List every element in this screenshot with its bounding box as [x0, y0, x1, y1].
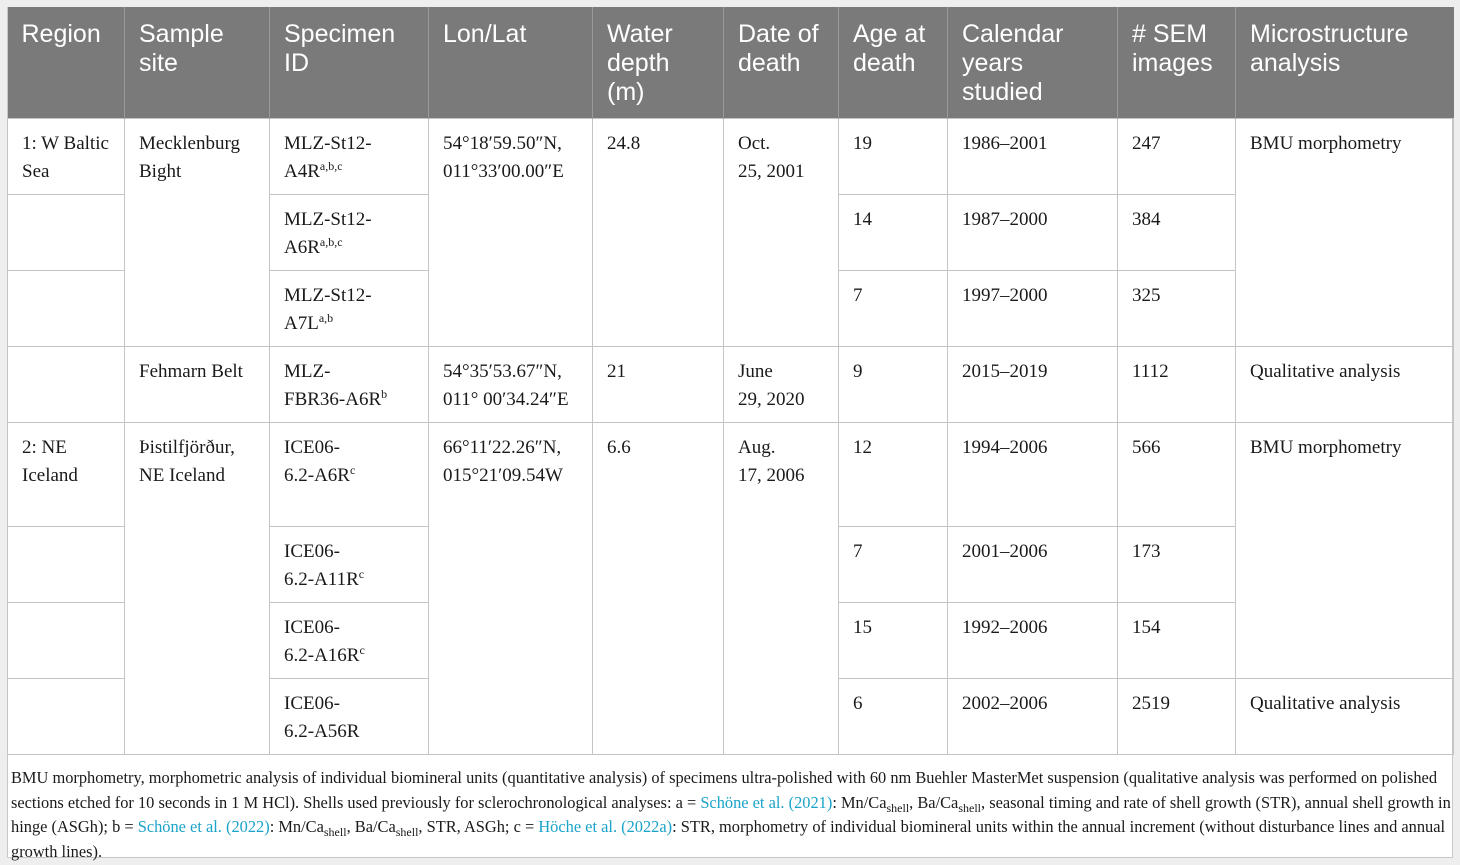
header-sem-images: # SEM images	[1118, 7, 1236, 118]
header-date-of-death: Date of death	[724, 7, 839, 118]
sem-images-cell: 384	[1118, 194, 1236, 270]
age-cell: 12	[839, 422, 948, 526]
table-row	[8, 422, 1454, 526]
region-cell	[8, 602, 125, 678]
age-cell: 9	[839, 346, 948, 422]
specimen-id-cell: MLZ- $FBR36-A6R^b$	[270, 346, 429, 422]
analysis-cell: BMU morphometry	[1236, 422, 1454, 678]
sem-images-cell: 173	[1118, 526, 1236, 602]
specimen-id-cell: ICE06- $6.2-A6R^c$	[270, 422, 429, 526]
reference-link-schone-2022[interactable]: Schöne et al. (2022)	[137, 817, 270, 836]
table-frame	[7, 7, 1453, 861]
header-sample-site: Sample site	[125, 7, 270, 118]
water-depth-cell: 6.6	[593, 422, 724, 754]
age-cell: 15	[839, 602, 948, 678]
age-cell: 7	[839, 526, 948, 602]
sample-site-cell: Fehmarn Belt	[125, 346, 270, 422]
header-region: Region	[8, 7, 125, 118]
date-of-death-cell: Aug. 17, 2006	[724, 422, 839, 754]
region-cell: 2: NE Iceland	[8, 422, 125, 526]
region-cell	[8, 346, 125, 422]
analysis-cell: BMU morphometry	[1236, 118, 1454, 346]
table-row	[8, 346, 1454, 422]
sample-site-cell: Mecklenburg Bight	[125, 118, 270, 346]
age-cell: 19	[839, 118, 948, 194]
age-cell: 6	[839, 678, 948, 754]
region-cell	[8, 194, 125, 270]
reference-link-schone-2021[interactable]: Schöne et al. (2021)	[700, 792, 833, 812]
analysis-cell: Qualitative analysis	[1236, 678, 1454, 754]
date-of-death-cell: June 29, 2020	[724, 346, 839, 422]
water-depth-cell: 21	[593, 346, 724, 422]
sem-images-cell: 1112	[1118, 346, 1236, 422]
age-cell: 14	[839, 194, 948, 270]
table-row	[8, 118, 1454, 194]
years-cell: 1992–2006	[948, 602, 1118, 678]
age-cell: 7	[839, 270, 948, 346]
specimen-id-cell: MLZ-St12- $A7L^{a,b}$	[270, 270, 429, 346]
years-cell: 1987–2000	[948, 194, 1118, 270]
sample-site-cell: Þistilfjörður, NE Iceland	[125, 422, 270, 754]
years-cell: 2001–2006	[948, 526, 1118, 602]
region-cell	[8, 270, 125, 346]
region-cell	[8, 678, 125, 754]
header-row	[8, 7, 1454, 118]
header-age-at-death: Age at death	[839, 7, 948, 118]
sem-images-cell: 247	[1118, 118, 1236, 194]
water-depth-cell: 24.8	[593, 118, 724, 346]
sem-images-cell: 566	[1118, 422, 1236, 526]
sem-images-cell: 2519	[1118, 678, 1236, 754]
table-footnote: BMU morphometry, morphometric analysis of individual biomineral units (quantitative analysis) of specimens ultra-polished with 60 nm Buehler MasterMet suspension (qualitative analysis was performed on polished sections etched for 10 seconds in 1 M HCl). Shells used previously for sclerochronological analyses: a = Schöne et al. (2021): $Mn/Ca_{shell}$, $Ba/Ca_{shell}$, seasonal timing and rate of shell growth (STR), annual shell growth in hinge (ASGh); b = Schöne et al. (2022): $Mn/Ca_{shell}$, $Ba/Ca_{shell}$, STR, ASGh; c = Höche et al. (2022a): STR, morphometry of individual biomineral units within the annual increment (without disturbance lines and annual growth lines).	[11, 768, 1451, 861]
specimen-id-cell: ICE06- 6.2-A56R	[270, 678, 429, 754]
lon-lat-cell: 66°11′22.26″N, 015°21′09.54W	[429, 422, 593, 754]
header-calendar-years: Calendar years studied	[948, 7, 1118, 118]
sem-images-cell: 154	[1118, 602, 1236, 678]
years-cell: 1997–2000	[948, 270, 1118, 346]
lon-lat-cell: 54°18′59.50″N, 011°33′00.00″E	[429, 118, 593, 346]
reference-link-hoche-2022a[interactable]: Höche et al. (2022a)	[538, 817, 673, 836]
specimen-id-cell: ICE06- $6.2-A11R^c$	[270, 526, 429, 602]
specimen-id-cell: ICE06- $6.2-A16R^c$	[270, 602, 429, 678]
years-cell: 1994–2006	[948, 422, 1118, 526]
specimen-id-cell: MLZ-St12- $A4R^{a,b,c}$	[270, 118, 429, 194]
region-cell: 1: W Baltic Sea	[8, 118, 125, 194]
region-cell	[8, 526, 125, 602]
specimen-id-cell: MLZ-St12- $A6R^{a,b,c}$	[270, 194, 429, 270]
years-cell: 2002–2006	[948, 678, 1118, 754]
header-water-depth: Water depth (m)	[593, 7, 724, 118]
years-cell: 2015–2019	[948, 346, 1118, 422]
years-cell: 1986–2001	[948, 118, 1118, 194]
analysis-cell: Qualitative analysis	[1236, 346, 1454, 422]
date-of-death-cell: Oct. 25, 2001	[724, 118, 839, 346]
header-lon-lat: Lon/Lat	[429, 7, 593, 118]
sem-images-cell: 325	[1118, 270, 1236, 346]
header-specimen-id: Specimen ID	[270, 7, 429, 118]
header-microstructure: Microstructure analysis	[1236, 7, 1454, 118]
lon-lat-cell: 54°35′53.67″N, 011° 00′34.24″E	[429, 346, 593, 422]
specimen-table	[7, 7, 1454, 755]
